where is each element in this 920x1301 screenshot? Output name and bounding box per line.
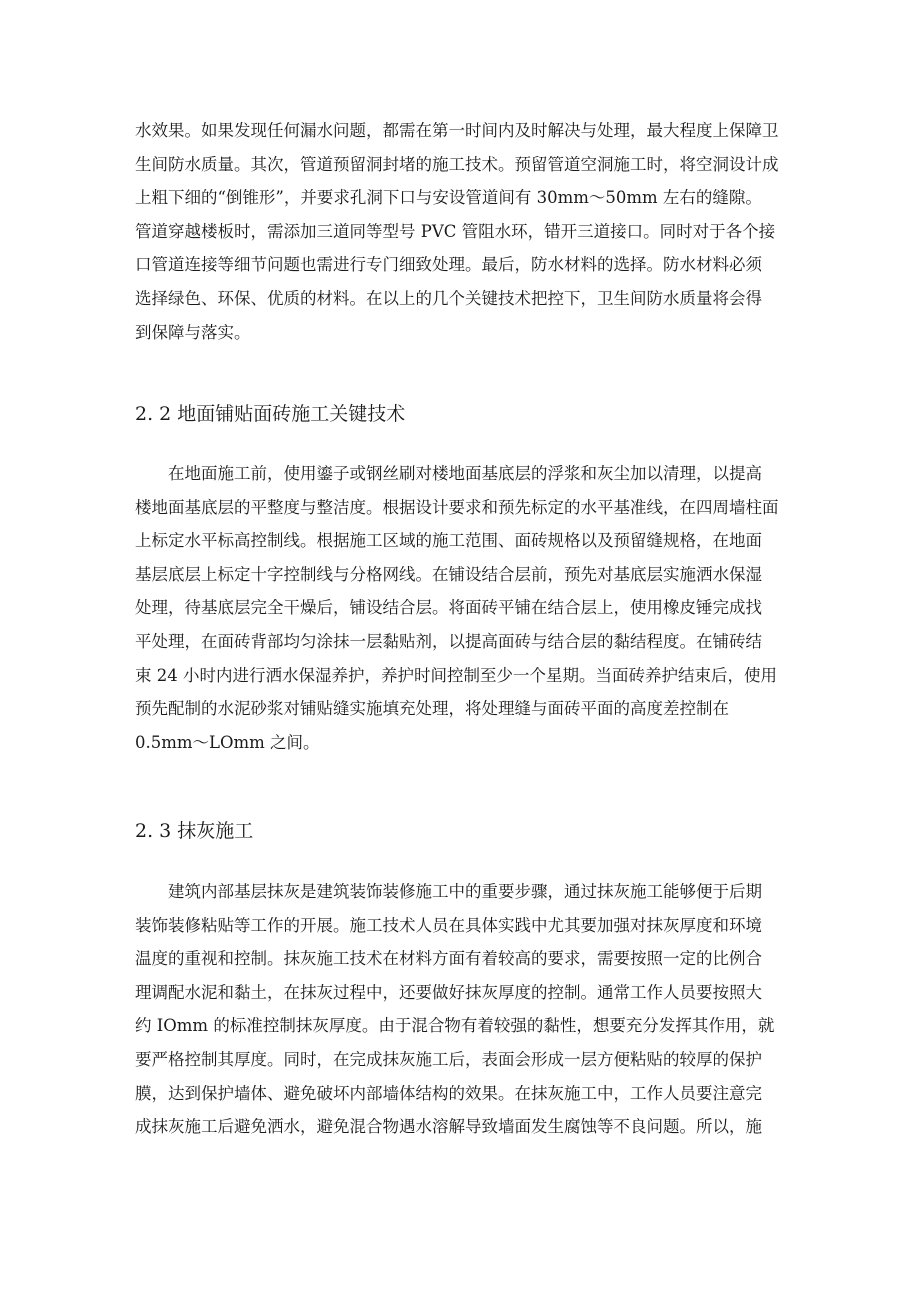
section-heading-2-2: 2. 2 地面铺贴面砖施工关键技术 [135, 403, 406, 425]
paragraph-waterproofing-continued: 水效果。如果发现任何漏水问题，都需在第一时间内及时解决与处理，最大程度上保障卫 生间防水质量。其次，管道预留洞封堵的施工技术。预留管道空洞施工时，将空洞设计成 上粗下细的“倒锥形”，并要求孔洞下口与安设管道间有 30mm～50mm 左右的缝隙。 管道穿越楼板时，需添加三道同等型号 PVC 管阻水环，错开三道接口。同时对于各个接 口管道连接等细节问题也需进行专门细致处理。最后，防水材料的选择。防水材料必须 选择绿色、环保、优质的材料。在以上的几个关键技术把控下，卫生间防水质量将会得 到保障与落实。 [135, 121, 779, 342]
section-heading-2-3: 2. 3 抹灰施工 [135, 820, 254, 842]
paragraph-floor-tile-construction: 在地面施工前，使用鎏子或钢丝刷对楼地面基底层的浮浆和灰尘加以清理，以提高 楼地面基底层的平整度与整洁度。根据设计要求和预先标定的水平基准线，在四周墙柱面 上标定水平标高控制线。根据施工区域的施工范围、面砖规格以及预留缝规格，在地面 基层底层上标定十字控制线与分格网线。在铺设结合层前，预先对基底层实施洒水保湿 处理，待基底层完全干燥后，铺设结合层。将面砖平铺在结合层上，使用橡皮锤完成找 平处理，在面砖背部均匀涂抹一层黏贴剂，以提高面砖与结合层的黏结程度。在铺砖结 束 24 小时内进行洒水保湿养护，养护时间控制至少一个星期。当面砖养护结束后，使用 预先配制的水泥砂浆对铺贴缝实施填充处理，将处理缝与面砖平面的高度差控制在 0.5mm～LOmm 之间。 [135, 464, 779, 752]
paragraph-plastering-construction: 建筑内部基层抹灰是建筑装饰装修施工中的重要步骤，通过抹灰施工能够便于后期 装饰装修粘贴等工作的开展。施工技术人员在具体实践中尤其要加强对抹灰厚度和环境 温度的重视和控制。抹灰施工技术在材料方面有着较高的要求，需要按照一定的比例合 理调配水泥和黏土，在抹灰过程中，还要做好抹灰厚度的控制。通常工作人员要按照大 约 IOmm 的标准控制抹灰厚度。由于混合物有着较强的黏性，想要充分发挥其作用，就 要严格控制其厚度。同时，在完成抹灰施工后，表面会形成一层方便粘贴的较厚的保护 膜，达到保护墙体、避免破坏内部墙体结构的效果。在抹灰施工中，工作人员要注意完 成抹灰施工后避免洒水，避免混合物遇水溶解导致墙面发生腐蚀等不良问题。所以，施 [135, 882, 775, 1137]
